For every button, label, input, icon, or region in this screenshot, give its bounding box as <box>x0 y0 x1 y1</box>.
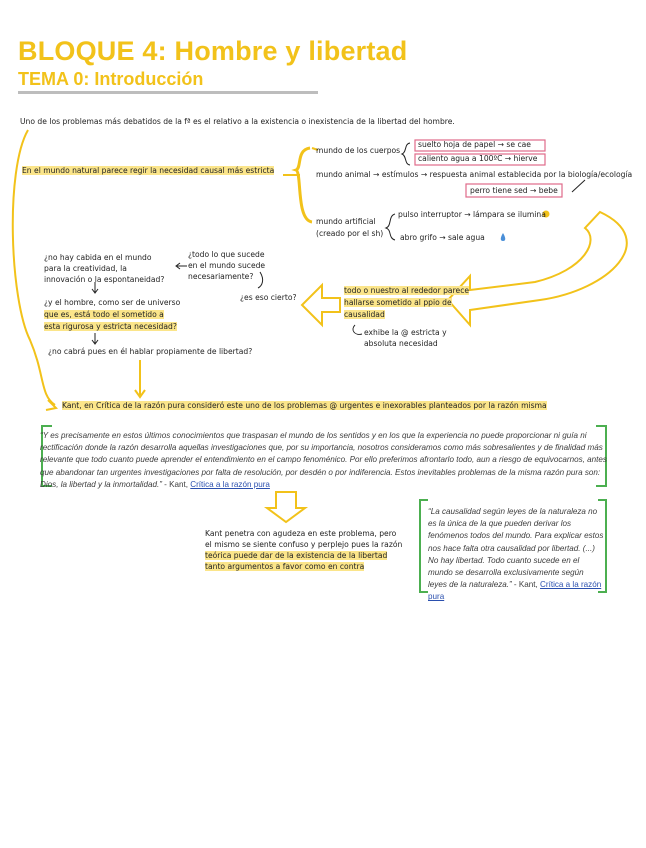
quote-2-text: “La causalidad según leyes de la naturaleza no es la única de la que pueden derivar los fenómenos todos del mundo. Para explicar estos nos hace falta otra causalidad por libertad. (...) No hay libertad. Todo cuanto sucede en el mundo se desarrolla exclusivamente según leyes de la naturaleza.” <box>428 507 604 590</box>
page-title: BLOQUE 4: Hombre y libertad <box>18 36 408 66</box>
todo-sucede-2: en el mundo sucede <box>188 261 266 270</box>
es-cierto: ¿es eso cierto? <box>240 293 297 302</box>
suelto-hoja: suelto hoja de papel → se cae <box>418 140 531 149</box>
cabida-2: para la creatividad, la <box>44 264 127 273</box>
intro-note: Uno de los problemas más debatidos de la fª es el relativo a la existencia o inexistencia de la libertad del hombre. <box>20 117 455 126</box>
todo-sucede-1: ¿todo lo que sucede <box>188 250 265 259</box>
cabida-1: ¿no hay cabida en el mundo <box>44 253 152 262</box>
hombre-2: que es, está todo el sometido a <box>44 310 164 319</box>
hombre-3: esta rigurosa y estricta necesidad? <box>44 322 177 331</box>
quote-2-author: - Kant, <box>511 580 541 590</box>
mundo-artificial: mundo artificial <box>316 217 376 226</box>
quote-box-1 <box>40 430 610 491</box>
exhibe-2: absoluta necesidad <box>364 339 438 348</box>
todo-rodea-2: hallarse sometido al ppio de <box>344 298 452 307</box>
mundo-animal: mundo animal → estímulos → respuesta animal establecida por la biología/ecología <box>316 170 633 179</box>
abro-grifo-note: abro grifo → sale agua <box>400 233 485 242</box>
quote-box-2 <box>428 506 604 604</box>
quote-2-source-link[interactable]: Crítica a la razón pura <box>428 580 602 602</box>
todo-rodea-1: todo o nuestro al rededor parece <box>344 286 470 295</box>
perro-note: perro tiene sed → bebe <box>470 186 558 195</box>
kant-line: Kant, en Crítica de la razón pura consideró este uno de los problemas @ urgentes e inexorables planteados por la razón misma <box>62 401 547 410</box>
page-subtitle: TEMA 0: Introducción <box>18 69 204 89</box>
title-underline <box>18 91 318 94</box>
mundo-cuerpos: mundo de los cuerpos <box>316 146 401 155</box>
todo-sucede-3: necesariamente? <box>188 272 254 281</box>
quote-1-author: - Kant, <box>161 479 191 489</box>
quote-1-text: “Y es precisamente en estos últimos conocimientos que traspasan el mundo de los sentidos y en los que la experiencia no puede proporcionar ni guía ni rectificación donde la razón desarrolla aquellas investigaciones que, por su importancia, nosotros consideramos como más sobresalientes y de finalidad más relevante que todo cuanto puede aprender el entendimiento en el campo fenoménico. Por ello preferimos afrontarlo todo, aun a riesgo de equivocarnos, antes que abandonar tan urgentes investigaciones por falta de resolución, por desdén o por indiferencia. Estos inevitables problemas de la misma razón pura son: Dios, la libertad y la inmortalidad.” <box>40 431 607 489</box>
exhibe-1: exhibe la @ estricta y <box>364 328 447 337</box>
mundo-artificial-sub: (creado por el sh) <box>316 229 384 238</box>
quote-1-source-link[interactable]: Crítica a la razón pura <box>190 479 270 489</box>
no-cabra: ¿no cabrá pues en él hablar propiamente de libertad? <box>48 347 253 356</box>
natural-world-note: En el mundo natural parece regir la necesidad causal más estricta <box>22 166 275 175</box>
kant-penetra-2: el mismo se siente confuso y perplejo pues la razón <box>205 540 403 549</box>
todo-rodea-3: causalidad <box>344 310 385 319</box>
pulso-note: pulso interruptor → lámpara se ilumina <box>398 210 546 219</box>
kant-penetra-1: Kant penetra con agudeza en este problema, pero <box>205 529 397 538</box>
cabida-3: innovación o la espontaneidad? <box>44 275 165 284</box>
kant-penetra-4: tanto argumentos a favor como en contra <box>205 562 365 571</box>
hombre-1: ¿y el hombre, como ser de universo <box>44 298 181 307</box>
kant-penetra-3: teórica puede dar de la existencia de la libertad <box>205 551 388 560</box>
calento-agua: caliento agua a 100ºC → hierve <box>418 154 538 163</box>
